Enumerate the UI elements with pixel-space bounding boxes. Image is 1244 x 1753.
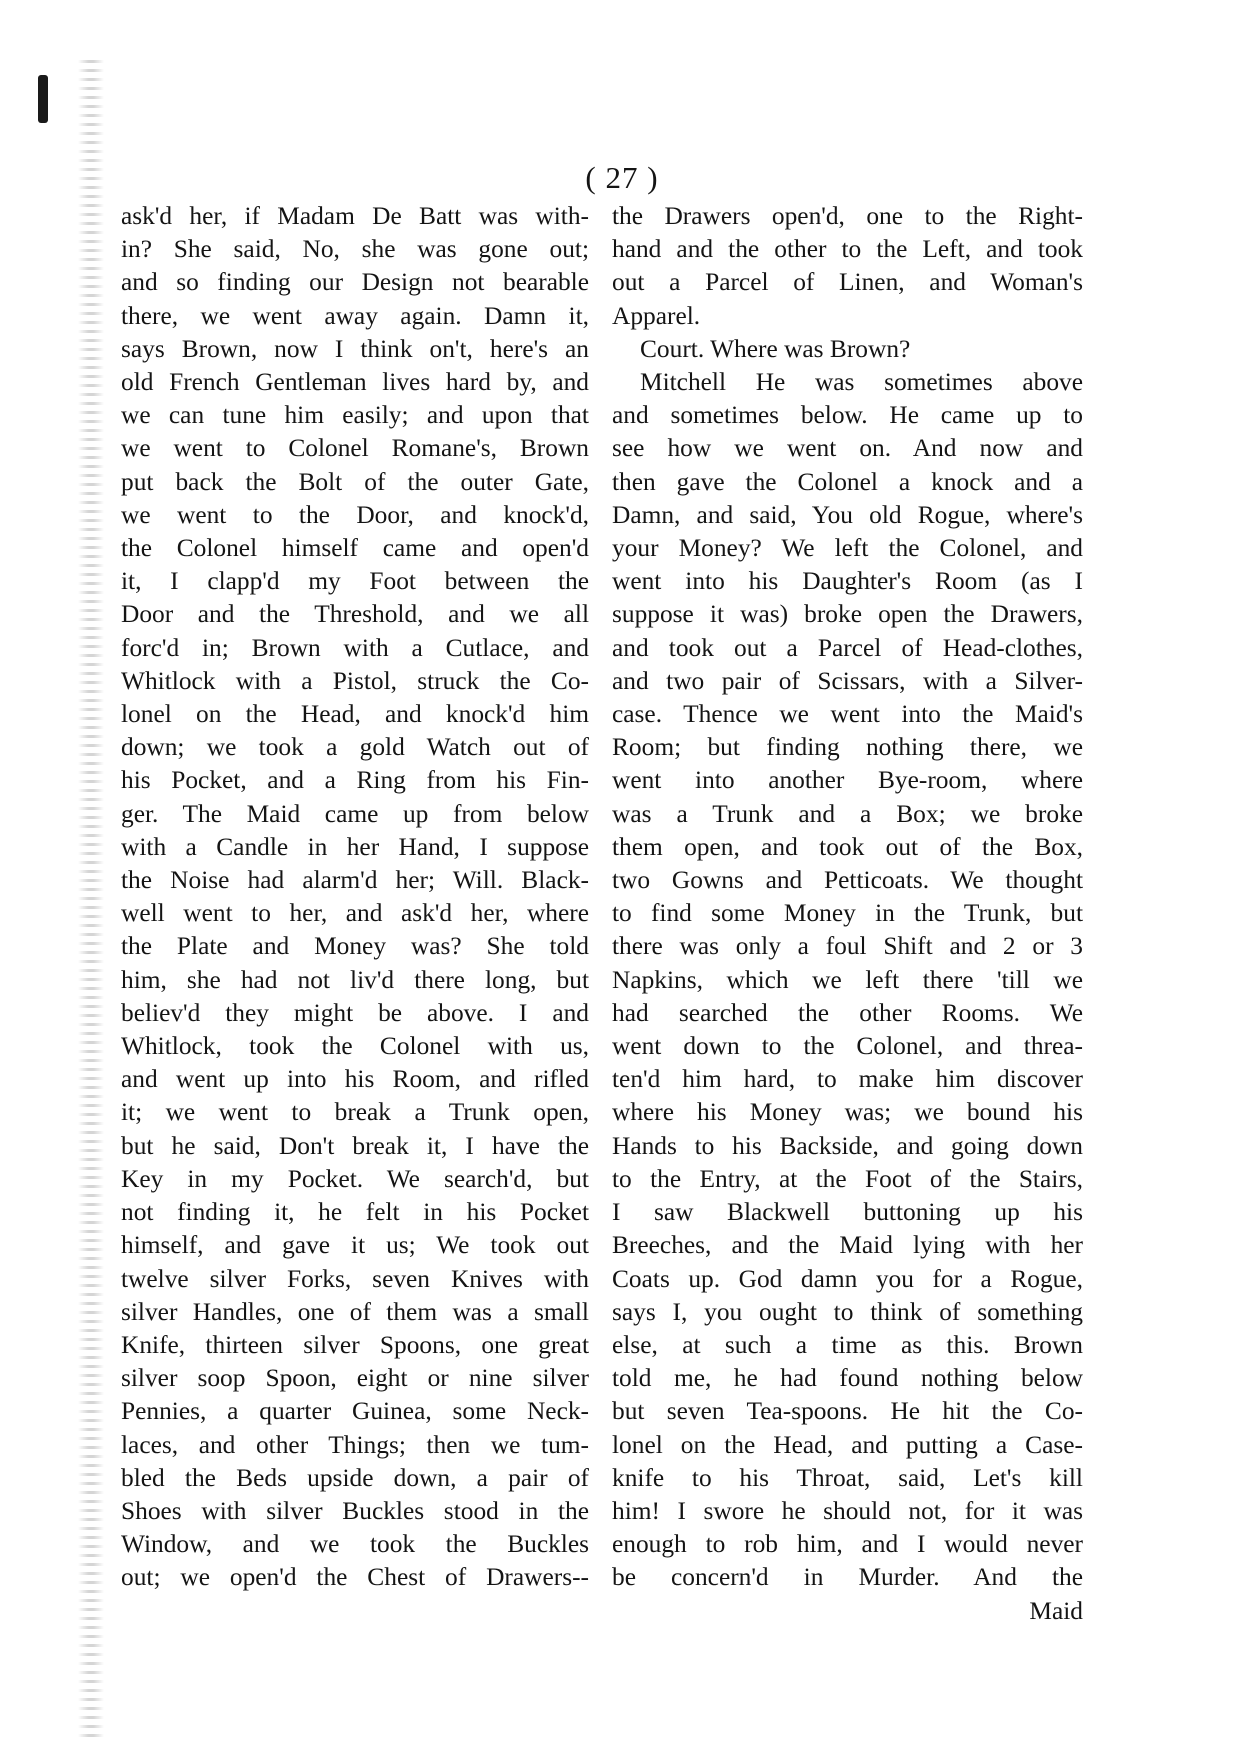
text-line: ger. The Maid came up from below xyxy=(121,799,589,828)
text-line: Pennies, a quarter Guinea, some Neck- xyxy=(121,1397,589,1426)
text-line: had searched the other Rooms. We xyxy=(612,998,1083,1027)
binding-gutter xyxy=(78,60,104,1740)
text-line: see how we went on. And now and xyxy=(612,434,1083,463)
text-line: says I, you ought to think of something xyxy=(612,1297,1083,1326)
text-line: I saw Blackwell buttoning up his xyxy=(612,1198,1083,1227)
text-line: ask'd her, if Madam De Batt was with- xyxy=(121,202,589,230)
text-line: your Money? We left the Colonel, and xyxy=(612,534,1083,563)
text-line: ten'd him hard, to make him discover xyxy=(612,1065,1083,1094)
left-column xyxy=(121,200,589,1595)
text-line: laces, and other Things; then we tum- xyxy=(121,1430,589,1459)
text-line: it; we went to break a Trunk open, xyxy=(121,1098,589,1127)
text-line: Whitlock, took the Colonel with us, xyxy=(121,1032,589,1061)
text-line: with a Candle in her Hand, I suppose xyxy=(121,832,589,861)
text-line: twelve silver Forks, seven Knives with xyxy=(121,1264,589,1293)
text-line: Napkins, which we left there 'till we xyxy=(612,965,1083,994)
text-line: lonel on the Head, and knock'd him xyxy=(121,700,589,729)
text-line: Window, and we took the Buckles xyxy=(121,1530,589,1559)
text-line: silver Handles, one of them was a small xyxy=(121,1297,589,1326)
text-line: the Colonel himself came and open'd xyxy=(121,534,589,563)
text-line: knife to his Throat, said, Let's kill xyxy=(612,1463,1083,1492)
text-line: told me, he had found nothing below xyxy=(612,1364,1083,1393)
text-line: Damn, and said, You old Rogue, where's xyxy=(612,500,1083,529)
binding-mark xyxy=(38,75,48,123)
text-line: suppose it was) broke open the Drawers, xyxy=(612,600,1083,629)
text-line: to the Entry, at the Foot of the Stairs, xyxy=(612,1164,1083,1193)
text-line: and went up into his Room, and rifled xyxy=(121,1065,589,1094)
text-line: in? She said, No, she was gone out; xyxy=(121,235,589,264)
text-line: we went to the Door, and knock'd, xyxy=(121,500,589,529)
text-line: we can tune him easily; and upon that xyxy=(121,401,589,430)
text-line: lonel on the Head, and putting a Case- xyxy=(612,1430,1083,1459)
text-line: Room; but finding nothing there, we xyxy=(612,733,1083,762)
text-line: silver soop Spoon, eight or nine silver xyxy=(121,1364,589,1393)
text-line: the Plate and Money was? She told xyxy=(121,932,589,961)
page-number: ( 27 ) xyxy=(585,160,659,195)
text-line: out a Parcel of Linen, and Woman's xyxy=(612,268,1083,297)
text-line: Mitchell He was sometimes above xyxy=(640,368,1083,397)
text-line: enough to rob him, and I would never xyxy=(612,1530,1083,1559)
text-line: and two pair of Scissars, with a Silver- xyxy=(612,666,1083,695)
text-line: Breeches, and the Maid lying with her xyxy=(612,1231,1083,1260)
text-line: then gave the Colonel a knock and a xyxy=(612,467,1083,496)
text-line: old French Gentleman lives hard by, and xyxy=(121,368,589,397)
text-line: Apparel. xyxy=(612,301,701,330)
text-line: and took out a Parcel of Head-clothes, xyxy=(612,633,1083,662)
text-line: them open, and took out of the Box, xyxy=(612,832,1083,861)
text-line: says Brown, now I think on't, here's an xyxy=(121,334,589,363)
text-line: it, I clapp'd my Foot between the xyxy=(121,567,589,596)
text-line: Key in my Pocket. We search'd, but xyxy=(121,1164,589,1193)
text-line: but seven Tea-spoons. He hit the Co- xyxy=(612,1397,1083,1426)
text-line: Whitlock with a Pistol, struck the Co- xyxy=(121,666,589,695)
text-line: else, at such a time as this. Brown xyxy=(612,1330,1083,1359)
text-line: believ'd they might be above. I and xyxy=(121,998,589,1027)
text-line: there, we went away again. Damn it, xyxy=(121,301,589,330)
text-line: two Gowns and Petticoats. We thought xyxy=(612,866,1083,895)
text-line: Door and the Threshold, and we all xyxy=(121,600,589,629)
text-line: be concern'd in Murder. And the xyxy=(612,1563,1083,1592)
text-line: there was only a foul Shift and 2 or 3 xyxy=(612,932,1083,961)
text-line: went into another Bye-room, where xyxy=(612,766,1083,795)
text-line: forc'd in; Brown with a Cutlace, and xyxy=(121,633,589,662)
text-line: we went to Colonel Romane's, Brown xyxy=(121,434,589,463)
text-line: Court. Where was Brown? xyxy=(640,334,911,363)
text-line: but he said, Don't break it, I have the xyxy=(121,1131,589,1160)
text-line: case. Thence we went into the Maid's xyxy=(612,700,1083,729)
text-line: the Drawers open'd, one to the Right- xyxy=(612,202,1083,230)
catchword: Maid xyxy=(1029,1596,1083,1625)
text-line: Shoes with silver Buckles stood in the xyxy=(121,1496,589,1525)
text-line: well went to her, and ask'd her, where xyxy=(121,899,589,928)
text-line: and sometimes below. He came up to xyxy=(612,401,1083,430)
right-column xyxy=(612,200,1083,1628)
text-line: Knife, thirteen silver Spoons, one great xyxy=(121,1330,589,1359)
text-line: went into his Daughter's Room (as I xyxy=(612,567,1083,596)
text-line: the Noise had alarm'd her; Will. Black- xyxy=(121,866,589,895)
text-line: Coats up. God damn you for a Rogue, xyxy=(612,1264,1083,1293)
text-line: bled the Beds upside down, a pair of xyxy=(121,1463,589,1492)
text-line: himself, and gave it us; We took out xyxy=(121,1231,589,1260)
text-line: and so finding our Design not bearable xyxy=(121,268,589,297)
text-line: him, she had not liv'd there long, but xyxy=(121,965,589,994)
text-line: went down to the Colonel, and threa- xyxy=(612,1032,1083,1061)
text-line: out; we open'd the Chest of Drawers-- xyxy=(121,1563,589,1592)
text-line: him! I swore he should not, for it was xyxy=(612,1496,1083,1525)
text-line: his Pocket, and a Ring from his Fin- xyxy=(121,766,589,795)
text-line: was a Trunk and a Box; we broke xyxy=(612,799,1083,828)
text-line: put back the Bolt of the outer Gate, xyxy=(121,467,589,496)
text-line: Hands to his Backside, and going down xyxy=(612,1131,1083,1160)
text-line: to find some Money in the Trunk, but xyxy=(612,899,1083,928)
text-line: where his Money was; we bound his xyxy=(612,1098,1083,1127)
text-line: hand and the other to the Left, and took xyxy=(612,235,1083,264)
text-line: not finding it, he felt in his Pocket xyxy=(121,1198,589,1227)
text-line: down; we took a gold Watch out of xyxy=(121,733,589,762)
